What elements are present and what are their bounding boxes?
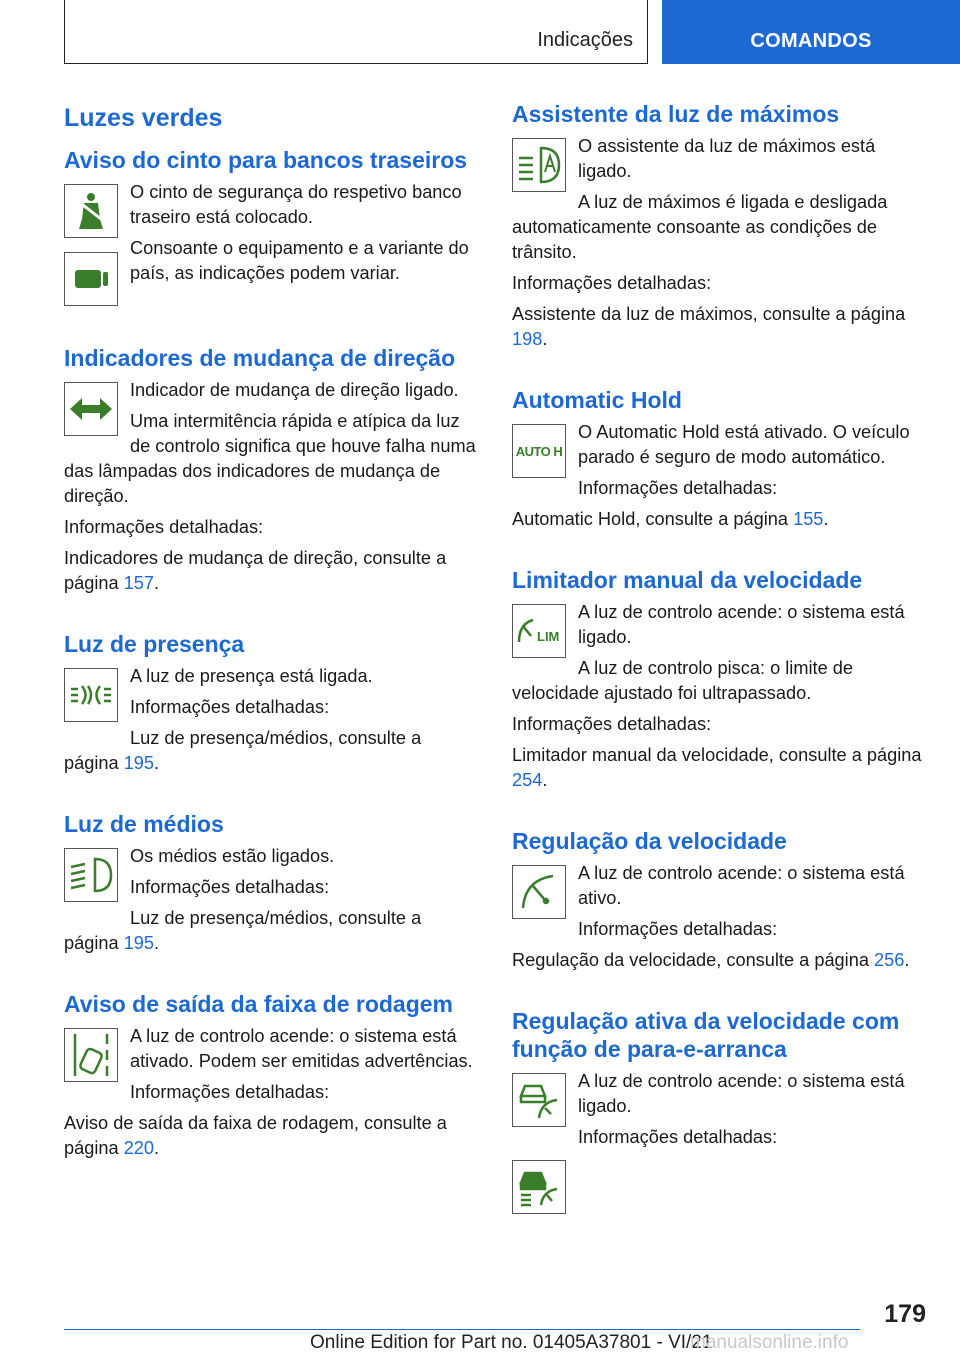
footer-watermark: manualsonline.info bbox=[690, 1332, 849, 1353]
paragraph-reference: Aviso de saída da faixa de rodagem, consulte a página 220. bbox=[64, 1113, 447, 1158]
paragraph: A luz de controlo acende: o sistema está ativo. bbox=[578, 863, 905, 908]
section-heading: Aviso de saída da faixa de rodagem bbox=[64, 991, 454, 1017]
section-parking-light bbox=[64, 602, 480, 782]
auto-hold-icon-text: AUTO H bbox=[515, 443, 563, 459]
section-heading: Luz de presença bbox=[64, 631, 245, 657]
paragraph-reference: Luz de presença/médios, consulte a página 195. bbox=[64, 908, 422, 953]
paragraph: Consoante o equipamento e a variante do país, as indicações podem variar. bbox=[130, 238, 469, 283]
section-heading: Limitador manual da velocidade bbox=[512, 567, 863, 593]
section-heading: Regulação da velocidade bbox=[512, 828, 787, 854]
paragraph: O assistente da luz de máximos está ligado. bbox=[578, 136, 876, 181]
paragraph: Informações detalhadas: bbox=[578, 919, 778, 939]
section-active-cruise-control bbox=[512, 979, 928, 1224]
section-high-beam-assistant bbox=[512, 100, 928, 358]
paragraph-reference: Assistente da luz de máximos, consulte a página 198. bbox=[512, 304, 906, 349]
section-low-beam bbox=[64, 782, 480, 962]
page-link[interactable]: 157 bbox=[123, 573, 155, 593]
auto-hold-icon bbox=[512, 424, 566, 478]
page-link[interactable]: 254 bbox=[512, 770, 543, 790]
section-heading: Automatic Hold bbox=[512, 387, 682, 413]
paragraph: Os médios estão ligados. bbox=[130, 846, 335, 866]
speed-limiter-icon bbox=[512, 604, 566, 658]
page-title: Luzes verdes bbox=[64, 104, 223, 132]
section-heading: Luz de médios bbox=[64, 811, 224, 837]
paragraph: Informações detalhadas: bbox=[512, 714, 712, 734]
paragraph: A luz de controlo pisca: o limite de velocidade ajustado foi ultrapassado. bbox=[512, 658, 853, 703]
paragraph: A luz de controlo acende: o sistema está ligado. bbox=[578, 602, 905, 647]
section-seatbelt bbox=[64, 146, 480, 316]
section-heading: Aviso do cinto para bancos traseiros bbox=[64, 147, 468, 173]
section-lane-departure bbox=[64, 962, 480, 1167]
page-link[interactable]: 195 bbox=[123, 753, 155, 773]
seatbelt-icon bbox=[64, 184, 118, 238]
page-link[interactable]: 256 bbox=[874, 950, 905, 970]
page-link[interactable]: 220 bbox=[123, 1138, 155, 1158]
header-section-box bbox=[64, 0, 648, 64]
paragraph: Informações detalhadas: bbox=[130, 697, 330, 717]
paragraph-reference: Limitador manual da velocidade, consulte a página 254. bbox=[512, 745, 922, 790]
left-column bbox=[64, 100, 480, 1167]
seat-occupied-icon bbox=[64, 252, 118, 306]
active-cruise-icon bbox=[512, 1073, 566, 1127]
page-link[interactable]: 155 bbox=[793, 509, 824, 529]
parking-light-icon bbox=[64, 668, 118, 722]
low-beam-icon bbox=[64, 848, 118, 902]
paragraph: Uma intermitência rápida e atípica da luz de controlo significa que houve falha numa das lâmpadas dos indicadores de mudança de direção. bbox=[64, 411, 476, 506]
paragraph-reference: Indicadores de mudança de direção, consulte a página 157. bbox=[64, 548, 447, 593]
paragraph: A luz de controlo acende: o sistema está ativado. Podem ser emitidas advertências. bbox=[130, 1026, 473, 1071]
section-automatic-hold bbox=[512, 358, 928, 538]
page-link[interactable]: 195 bbox=[123, 933, 155, 953]
page-link[interactable]: 198 bbox=[512, 329, 543, 349]
page-number: 179 bbox=[884, 1300, 926, 1328]
paragraph: Informações detalhadas: bbox=[64, 517, 264, 537]
footer-divider bbox=[64, 1329, 860, 1330]
paragraph: Informações detalhadas: bbox=[512, 273, 712, 293]
turn-signal-icon bbox=[64, 382, 118, 436]
section-heading: Regulação ativa da velocidade com função de para-e-arranca bbox=[512, 1008, 900, 1062]
active-cruise-distance-icon bbox=[512, 1160, 566, 1214]
section-cruise-control bbox=[512, 799, 928, 979]
section-heading: Assistente da luz de máximos bbox=[512, 101, 840, 127]
paragraph: O cinto de segurança do respetivo banco traseiro está colocado. bbox=[130, 182, 462, 227]
paragraph: Indicador de mudança de direção ligado. bbox=[130, 380, 459, 400]
section-speed-limiter bbox=[512, 538, 928, 799]
paragraph: A luz de máximos é ligada e desligada automaticamente consoante as condições de trânsito. bbox=[512, 192, 888, 262]
footer-edition: Online Edition for Part no. 01405A37801 - VI/21 bbox=[310, 1332, 713, 1353]
paragraph: A luz de controlo acende: o sistema está ligado. bbox=[578, 1071, 905, 1116]
paragraph-reference: Automatic Hold, consulte a página 155. bbox=[512, 509, 829, 529]
right-column bbox=[512, 100, 928, 1224]
section-turn-signal bbox=[64, 316, 480, 602]
paragraph: Informações detalhadas: bbox=[578, 478, 778, 498]
header-chapter-label: COMANDOS bbox=[750, 30, 872, 52]
paragraph-reference: Luz de presença/médios, consulte a página 195. bbox=[64, 728, 422, 773]
paragraph: Informações detalhadas: bbox=[130, 1082, 330, 1102]
speed-limiter-icon-text: LIM bbox=[537, 628, 560, 644]
high-beam-assistant-icon bbox=[512, 138, 566, 192]
lane-departure-icon bbox=[64, 1028, 118, 1082]
header-chapter-tab bbox=[662, 0, 960, 64]
header-section-label: Indicações bbox=[537, 29, 633, 51]
paragraph: O Automatic Hold está ativado. O veículo parado é seguro de modo automático. bbox=[578, 422, 910, 467]
paragraph: Informações detalhadas: bbox=[578, 1127, 778, 1147]
section-heading: Indicadores de mudança de direção bbox=[64, 345, 456, 371]
paragraph-reference: Regulação da velocidade, consulte a página 256. bbox=[512, 950, 910, 970]
paragraph: Informações detalhadas: bbox=[130, 877, 330, 897]
paragraph: A luz de presença está ligada. bbox=[130, 666, 373, 686]
cruise-control-icon bbox=[512, 865, 566, 919]
